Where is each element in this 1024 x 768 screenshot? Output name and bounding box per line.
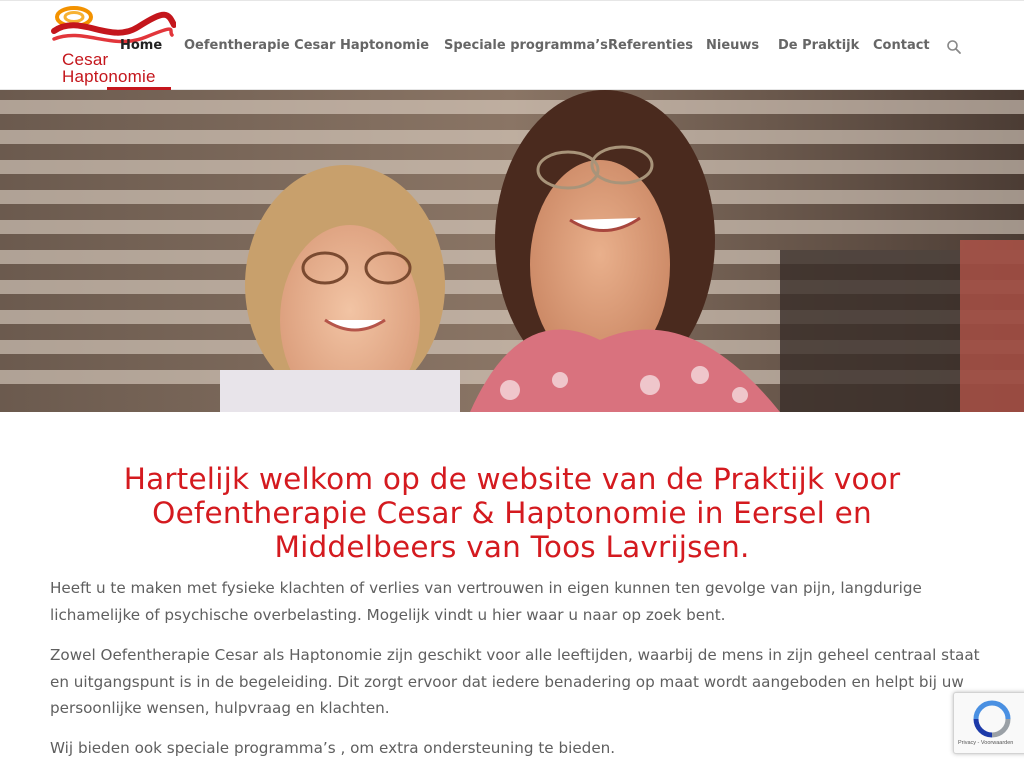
nav-item-referenties[interactable]: Referenties (608, 38, 694, 53)
nav-item-de-praktijk[interactable]: De Praktijk (778, 38, 860, 53)
nav-item-haptonomie[interactable]: Haptonomie (340, 38, 430, 53)
recaptcha-icon (969, 699, 1015, 739)
logo-text-haptonomie: Haptonomie (62, 67, 156, 86)
intro-paragraph-2: Zowel Oefentherapie Cesar als Haptonomie zijn geschikt voor alle leeftijden, waarbij de mens in zijn geheel centraal staat en uitgangspunt is in de begeleiding. Dit zorgt ervoor dat iedere benadering op maat wordt aangeboden en helpt bij uw persoonlijke wensen, hulpvraag en klachten. (50, 646, 980, 717)
nav-item-home[interactable]: Home (120, 38, 163, 53)
nav-item-nieuws[interactable]: Nieuws (706, 38, 760, 53)
logo-text-cesar: Cesar (62, 50, 109, 69)
intro-paragraph-3: Wij bieden ook speciale programma’s , om extra ondersteuning te bieden. (50, 739, 616, 757)
recaptcha-badge[interactable] (953, 692, 1024, 754)
nav-item-speciale-programmas[interactable]: Speciale programma’s (444, 38, 608, 53)
nav-item-oefentherapie-cesar[interactable]: Oefentherapie Cesar (184, 38, 336, 53)
nav-item-contact[interactable]: Contact (873, 38, 930, 53)
main-content (0, 412, 1024, 768)
search-icon[interactable] (946, 39, 962, 55)
intro-paragraph-1: Heeft u te maken met fysieke klachten of verlies van vertrouwen in eigen kunnen ten gevolge van pijn, langdurige lichamelijke of psychische overbelasting. Mogelijk vindt u hier waar u naar op zoek bent. (50, 579, 922, 624)
site-header (0, 0, 1024, 90)
page-title: Hartelijk welkom op de website van de Praktijk voor Oefentherapie Cesar & Haptonomie in Eersel en Middelbeers van Toos Lavrijsen. (123, 462, 901, 564)
recaptcha-privacy-terms[interactable]: Privacy - Voorwaarden (958, 740, 1014, 746)
hero-image (0, 90, 1024, 412)
